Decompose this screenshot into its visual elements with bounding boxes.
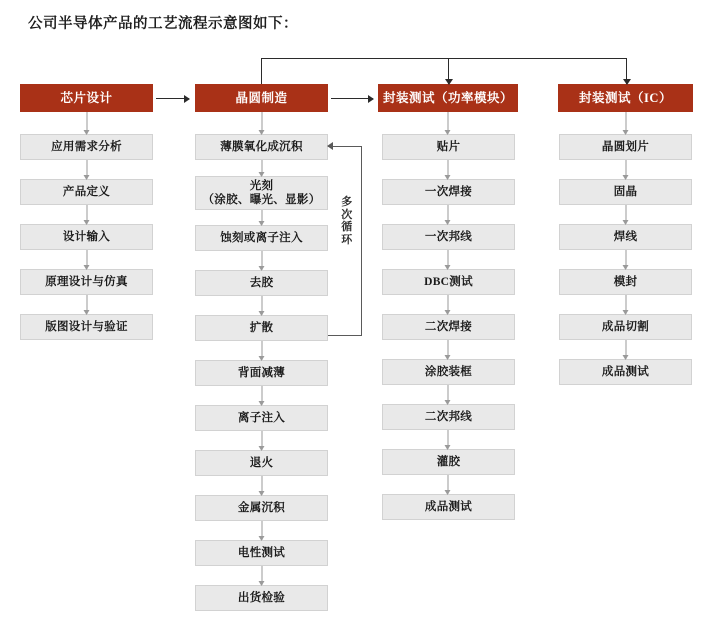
flow-node: 版图设计与验证 [20,314,153,340]
flow-node [195,176,328,210]
connector-arrow [86,295,87,314]
flow-node: 晶圆划片 [559,134,692,160]
bracket-stem-package-power [448,58,449,84]
column-header-wafer-manufacturing: 晶圆制造 [195,84,328,112]
flow-node: 扩散 [195,315,328,341]
column-header-chip-design: 芯片设计 [20,84,153,112]
flow-column-package-test-power [378,84,513,513]
flow-node: 金属沉积 [195,495,328,521]
flow-node: 贴片 [382,134,515,160]
flow-node: 一次邦线 [382,224,515,250]
connector-arrow [261,210,262,225]
flow-node: 成品切割 [559,314,692,340]
connector-arrow [261,160,262,176]
bracket-stem-package-ic [626,58,627,84]
connector-arrow [448,250,449,269]
connector-arrow [86,250,87,269]
bracket-stem-source [261,58,262,84]
flow-node: 设计输入 [20,224,153,250]
flow-node: 成品测试 [382,494,515,520]
connector-arrow [86,205,87,224]
flow-node: 蚀刻或离子注入 [195,225,328,251]
flow-node: 原理设计与仿真 [20,269,153,295]
flow-column-package-test-ic [558,84,691,378]
connector-arrow [626,112,627,134]
loop-bracket-right [361,146,362,336]
connector-arrow [261,296,262,315]
connector-arrow [626,295,627,314]
page-title: 公司半导体产品的工艺流程示意图如下： [28,16,298,32]
column-header-package-test-power: 封装测试（功率模块） [378,84,518,112]
loop-label: 多次循环 [341,196,353,246]
flow-node: 背面减薄 [195,360,328,386]
loop-arrow-icon [327,142,333,150]
flow-node: 固晶 [559,179,692,205]
flow-node-line2: （涂胶、曝光、显影） [202,194,321,206]
connector-arrow [626,205,627,224]
connector-arrow [86,112,87,134]
flow-node: DBC测试 [382,269,515,295]
arrow-design-to-wafer [156,98,189,99]
connector-arrow [448,385,449,404]
connector-arrow [448,430,449,449]
flow-node-line1: 光刻 [249,179,274,192]
flow-node: 模封 [559,269,692,295]
connector-arrow [448,205,449,224]
flow-node: 薄膜氧化成沉积 [195,134,328,160]
flow-node: 焊线 [559,224,692,250]
connector-arrow [261,431,262,450]
connector-arrow [261,521,262,540]
column-header-package-test-ic: 封装测试（IC） [558,84,693,112]
flow-column-wafer-manufacturing [195,84,328,604]
connector-arrow [261,386,262,405]
flow-node: 涂胶装框 [382,359,515,385]
flow-node: 退火 [195,450,328,476]
flow-node: 去胶 [195,270,328,296]
flow-node: 电性测试 [195,540,328,566]
connector-arrow [261,112,262,134]
connector-arrow [626,160,627,179]
flow-node: 二次邦线 [382,404,515,430]
loop-bracket-bottom [328,335,362,336]
flow-node: 应用需求分析 [20,134,153,160]
flow-node: 出货检验 [195,585,328,611]
connector-arrow [626,250,627,269]
flow-node: 二次焊接 [382,314,515,340]
connector-arrow [261,476,262,495]
flow-column-chip-design [20,84,153,333]
connector-arrow [626,340,627,359]
flow-node: 成品测试 [559,359,692,385]
connector-arrow [261,251,262,270]
connector-arrow [448,295,449,314]
flow-node: 产品定义 [20,179,153,205]
arrow-wafer-to-package-power [331,98,373,99]
connector-arrow [86,160,87,179]
connector-arrow [448,475,449,494]
flow-node: 一次焊接 [382,179,515,205]
flow-node: 离子注入 [195,405,328,431]
bracket-top-line [261,58,626,59]
connector-arrow [448,340,449,359]
loop-bracket-top [328,146,362,147]
connector-arrow [448,112,449,134]
flow-node: 灌胶 [382,449,515,475]
connector-arrow [261,341,262,360]
connector-arrow [261,566,262,585]
connector-arrow [448,160,449,179]
